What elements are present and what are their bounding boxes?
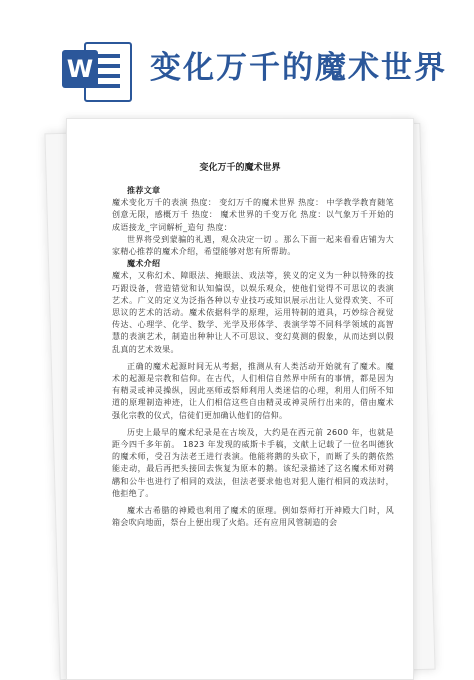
document-title: 变化万千的魔术世界 <box>199 163 281 173</box>
document-page <box>66 118 414 680</box>
banner-title: 变化万千的魔术世界 <box>150 50 447 86</box>
word-icon <box>62 38 130 100</box>
intro-heading: 魔术介绍 <box>127 259 161 269</box>
recommend-heading: 推荐文章 <box>127 186 161 195</box>
intro-paragraph: 魔术古希腊的神殿也利用了魔术的原理。例如祭师打开神殿大门时，风箱会吹向地面，祭台上便出现了火焰。还有应用风管制造的会 <box>112 506 394 528</box>
recommend-paragraph: 世界将受到蒙骗的礼遇，观众决定一切 。那么下面一起来看看店铺为大家精心推荐的魔术介绍，希望能够对您有所帮助。 <box>112 234 394 257</box>
intro-paragraph: 历史上最早的魔术纪录是在古埃及，大约是在西元前 2600 年，也就是距今四千多年前。 1823 年发现的威斯卡手稿，文献上记载了一位名叫德狄的魔术师，受召为法老王进行表演。他能将鹅的头砍下，而断了头的鹅依然能走动，最后再把头接回去恢复为原本的鹅。该纪录描述了这名魔术师对鹈鹕和公牛也进行了相同的戏法，但法老要求他也对犯人施行相同的戏法时，他拒绝了。 <box>112 427 394 498</box>
word-logo-badge: W <box>62 50 98 88</box>
intro-paragraph: 正确的魔术起源时间无从考据，推测从有人类活动开始就有了魔术。魔术的起源是宗教和信仰。在古代，人们相信自然界中所有的事情，都是因为有精灵或神灵操纵，因此巫师或祭师利用人类迷信的心理，利用人们所不知道的原理制造神迹，让人们相信这些自由精灵或神灵所行出来的，借由魔术强化宗教的仪式，信徒们更加确认他们的信仰。 <box>112 361 394 420</box>
recommend-paragraph: 魔术变化万千的表演 热度： 变幻万千的魔术世界 热度： 中学教学教育随笔创意无限，感概万千 热度： 魔术世界的千变万化 热度：以气象万千开始的成语接龙_字词解析_造句 热度： <box>112 198 394 232</box>
intro-paragraph: 魔术，又称幻术、障眼法、掩眼法、戏法等，狭义的定义为一种以特殊的技巧跟设备，营造错觉和认知偏误，以娱乐观众，使他们觉得不可思议的表演艺术。广义的定义为泛指各种以专业技巧或知识展示出让人觉得欢笑、不可思议的艺术的活动。魔术依据科学的原理，运用特制的道具，巧妙综合视觉传达、心理学、化学、数学、光学及形体学、表演学等不同科学领域的高智慧的表演艺术，制造出种种让人不可思议、变幻莫测的假象，从而达到以假乱真的艺术效果。 <box>112 271 394 354</box>
banner-header <box>0 0 474 120</box>
document-body <box>112 185 394 529</box>
